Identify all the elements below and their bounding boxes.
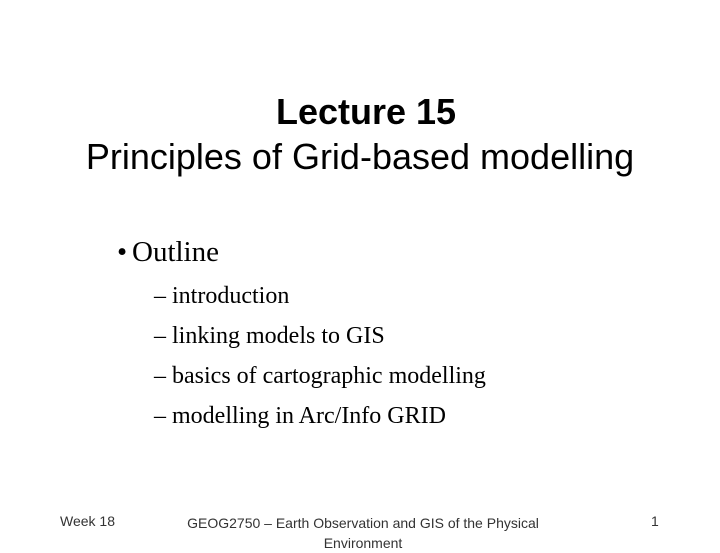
list-item <box>154 276 486 316</box>
list-item <box>154 356 486 396</box>
title-line-1: Lecture 15 <box>275 91 457 132</box>
outline-sub-list <box>154 276 486 436</box>
dash-icon: – <box>154 323 166 349</box>
slide-title <box>0 89 720 179</box>
list-item <box>154 396 486 436</box>
bullet-icon: • <box>117 236 128 268</box>
outline-label: Outline <box>132 236 219 268</box>
footer-course-title: GEOG2750 – Earth Observation and GIS of the Physical Environment <box>187 515 539 551</box>
list-item <box>154 316 486 356</box>
footer-week: Week 18 <box>60 513 115 529</box>
list-item-text: basics of cartographic modelling <box>172 363 486 389</box>
list-item-text: modelling in Arc/Info GRID <box>172 403 446 429</box>
list-item-text: introduction <box>172 283 290 309</box>
dash-icon: – <box>154 363 166 389</box>
footer-page-number: 1 <box>651 513 659 529</box>
list-item-text: linking models to GIS <box>172 323 385 349</box>
dash-icon: – <box>154 403 166 429</box>
title-line-2: Principles of Grid-based modelling <box>85 136 635 177</box>
outline-heading <box>117 232 219 272</box>
dash-icon: – <box>154 283 166 309</box>
